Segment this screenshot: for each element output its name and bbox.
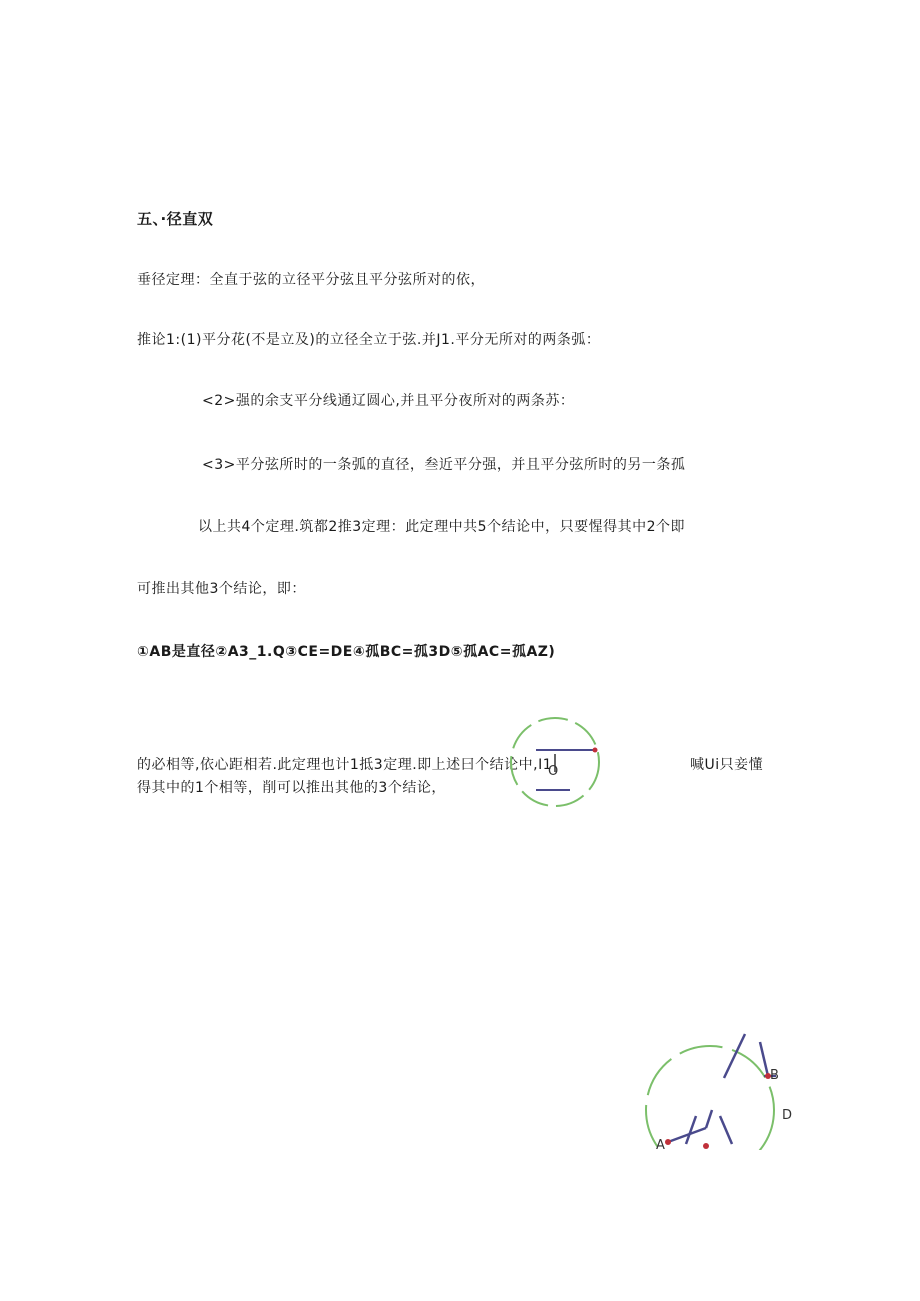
- chord-endpoint: [593, 748, 598, 753]
- line-6: [720, 1116, 732, 1144]
- point-a: [665, 1139, 671, 1145]
- line-7: [686, 1116, 696, 1144]
- section-heading: 五、·径直双: [137, 210, 214, 228]
- paragraph-corollary-3: <3>平分弦所时的一条弧的直径，叁近平分强，并且平分弦所时的另一条孤: [202, 457, 686, 473]
- paragraph-equal-chords-cont: 得其中的1个相等，削可以推出其他的3个结论，: [137, 780, 446, 796]
- point-d-label: D: [782, 1108, 793, 1123]
- paragraph-summary-cont: 可推出其他3个结论，即：: [137, 581, 306, 597]
- large-circle-figure: [620, 1020, 800, 1153]
- paragraph-summary: 以上共4个定理.筑都2推3定理：此定理中共5个结论中，只要惺得其中2个即: [198, 519, 685, 535]
- paragraph-theorem: 垂径定理：全直于弦的立径平分弦且平分弦所对的依，: [137, 272, 485, 288]
- center-label: O: [548, 764, 559, 779]
- paragraph-corollary-2: <2>强的余支平分线通辽圆心,并且平分夜所对的两条苏：: [202, 393, 575, 409]
- small-circle-figure: [500, 712, 610, 812]
- point-bottom: [703, 1143, 709, 1149]
- paragraph-equal-chords: 的必相等,依心距相若.此定理也计1抵3定理.即上述曰个结论中,I1: [137, 757, 553, 773]
- small-circle-diagram: [500, 712, 610, 812]
- paragraph-conclusions: ①AB是直径②A3_1.Q③CE=DE④孤BC=孤3D⑤孤AC=孤AZ): [137, 644, 556, 660]
- paragraph-equal-chords-right: 喊Ui只妾懂: [690, 757, 764, 773]
- line-5: [706, 1110, 712, 1128]
- paragraph-corollary-1: 推论1:(1)平分花(不是立及)的立径全立于弦.并J1.平分无所对的两条弧：: [137, 332, 601, 348]
- large-circle: [646, 1046, 774, 1150]
- line-1: [724, 1034, 745, 1078]
- point-a-label: A: [656, 1138, 665, 1153]
- large-circle-diagram: [620, 1020, 800, 1150]
- point-b-label: B: [770, 1068, 779, 1083]
